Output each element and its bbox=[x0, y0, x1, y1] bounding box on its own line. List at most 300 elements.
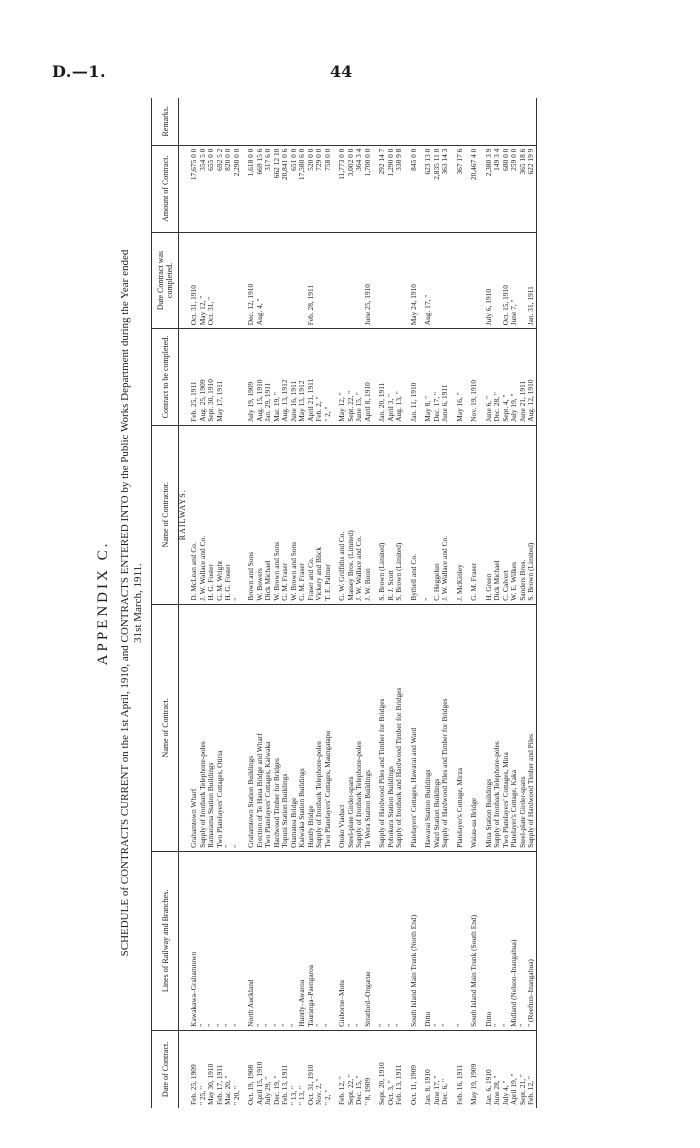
cell-completed bbox=[470, 232, 479, 329]
cell-contract: Huntly Bridge bbox=[307, 604, 316, 851]
cell-contract: Grahamtown Station Buildings bbox=[247, 604, 256, 851]
cell-to-complete: Feb. 2, " bbox=[315, 329, 324, 426]
cell-to-complete: Aug. 25, 1909 bbox=[199, 329, 208, 426]
series-reference: D.—1. bbox=[52, 62, 107, 81]
cell-to-complete: May 12, " bbox=[338, 329, 347, 426]
table-row bbox=[315, 98, 324, 1108]
cell-contract: Topuni Station Buildings bbox=[281, 604, 290, 851]
cell-contract: Pohokura Station Buildings bbox=[387, 604, 396, 851]
cell-to-complete: April 8, 1910 bbox=[364, 329, 373, 426]
table-row bbox=[395, 98, 404, 1108]
cell-to-complete: April 3, " bbox=[387, 329, 396, 426]
cell-date: Oct. 11, 1909 bbox=[408, 1065, 418, 1105]
cell-contract: Two Platelayers' Cottages, Kaiwaka bbox=[264, 604, 273, 851]
table-row bbox=[281, 98, 290, 1108]
cell-completed bbox=[395, 232, 404, 329]
cell-completed bbox=[387, 232, 396, 329]
cell-contract: Steel-plate Girder-spans bbox=[519, 604, 528, 851]
cell-date: Jan. 8, 1910 bbox=[423, 1069, 432, 1105]
cell-completed bbox=[378, 232, 387, 329]
cell-completed bbox=[456, 232, 465, 329]
cell-to-complete: Nov. 19, 1910 bbox=[470, 329, 479, 426]
cell-to-complete bbox=[233, 329, 242, 426]
cell-contractor: C. Calvert bbox=[502, 425, 511, 604]
cell-remarks bbox=[315, 98, 324, 145]
cell-date: Feb. 13, 1911 bbox=[280, 1064, 289, 1105]
cell-remarks bbox=[199, 98, 208, 145]
cell-remarks bbox=[470, 98, 479, 145]
cell-date: " 25, " bbox=[197, 1086, 207, 1105]
table-row bbox=[510, 98, 519, 1108]
appendix-title: APPENDIX C. bbox=[95, 540, 111, 666]
cell-line: " bbox=[290, 851, 299, 1030]
schedule-title bbox=[119, 98, 145, 1108]
cell-date: Dec. 15, " bbox=[354, 1075, 363, 1105]
cell-contractor: Sanders Bros. bbox=[519, 425, 528, 604]
table-row bbox=[216, 98, 225, 1108]
col-remarks: Remarks. bbox=[152, 98, 179, 145]
cell-to-complete: Aug. 15, 1910 bbox=[256, 329, 265, 426]
cell-to-complete: June 21, 1911 bbox=[519, 329, 528, 426]
cell-remarks bbox=[324, 98, 333, 145]
cell-completed bbox=[441, 232, 450, 329]
cell-to-complete: July 19, 1909 bbox=[247, 329, 256, 426]
cell-remarks bbox=[433, 98, 442, 145]
table-row bbox=[290, 98, 299, 1108]
cell-remarks bbox=[281, 98, 290, 145]
table-row bbox=[264, 98, 273, 1108]
cell-line: " bbox=[347, 851, 356, 1030]
cell-remarks bbox=[355, 98, 364, 145]
cell-to-complete: July 19, " bbox=[510, 329, 519, 426]
cell-completed bbox=[347, 232, 356, 329]
cell-contract: " bbox=[233, 604, 242, 851]
table-row bbox=[387, 98, 396, 1108]
cell-remarks bbox=[456, 98, 465, 145]
cell-completed: Jan. 31, 1911 bbox=[527, 232, 536, 329]
cell-to-complete: Dec. 17, " bbox=[433, 329, 442, 426]
table-row bbox=[224, 98, 233, 1108]
cell-completed: Oct. 15, 1910 bbox=[502, 232, 511, 329]
cell-to-complete: Aug. 13, 1912 bbox=[281, 329, 290, 426]
table-row bbox=[378, 98, 387, 1108]
cell-date: Sept. 20, 1910 bbox=[377, 1062, 386, 1105]
cell-remarks bbox=[224, 98, 233, 145]
col-date-of-contract: Date of Contract. bbox=[152, 1030, 179, 1108]
cell-contractor: W. E. Wilkes bbox=[510, 425, 519, 604]
cell-date: " 13, " bbox=[288, 1086, 298, 1105]
table-row bbox=[190, 98, 199, 1108]
cell-remarks bbox=[364, 98, 373, 145]
table-row bbox=[273, 98, 282, 1108]
cell-line: South Island Main Trunk (South End) bbox=[470, 851, 479, 1030]
cell-date: June 17, " bbox=[431, 1075, 441, 1105]
cell-amount: 259 0 0 bbox=[510, 145, 519, 232]
col-lines-of-railway: Lines of Railway and Branches. bbox=[152, 851, 179, 1030]
table-row bbox=[433, 98, 442, 1108]
cell-amount: 758 0 0 bbox=[324, 145, 333, 232]
cell-completed bbox=[233, 232, 242, 329]
cell-amount: 820 0 0 bbox=[224, 145, 233, 232]
cell-amount: 623 13 0 bbox=[424, 145, 433, 232]
cell-remarks bbox=[190, 98, 199, 145]
cell-completed: Oct. 31, 1910 bbox=[190, 232, 199, 329]
cell-contract: " bbox=[224, 604, 233, 851]
schedule-title-line-2: 31st March, 1911. bbox=[132, 563, 144, 643]
cell-to-complete: " 2, " bbox=[324, 329, 333, 426]
cell-line: South Island Main Trunk (North End) bbox=[410, 851, 419, 1030]
cell-contract: Two Platelayers' Cottages, Mina bbox=[502, 604, 511, 851]
cell-amount: 17,675 0 0 bbox=[190, 145, 199, 232]
cell-to-complete: Aug. 13, " bbox=[395, 329, 404, 426]
cell-remarks bbox=[387, 98, 396, 145]
cell-line: " bbox=[441, 851, 450, 1030]
cell-to-complete: Jan. 11, 1910 bbox=[410, 329, 419, 426]
cell-remarks bbox=[424, 98, 433, 145]
cell-to-complete: Mar. 19, " bbox=[273, 329, 282, 426]
cell-contractor: J. McKinley bbox=[456, 425, 465, 604]
cell-remarks bbox=[247, 98, 256, 145]
cell-amount: 20,467 4 0 bbox=[470, 145, 479, 232]
cell-contractor: Massey Bros. (Limited) bbox=[347, 425, 356, 604]
cell-contractor: G. W. Griffiths and Co. bbox=[338, 425, 347, 604]
cell-line: " bbox=[378, 851, 387, 1030]
cell-line: " bbox=[281, 851, 290, 1030]
cell-line: " bbox=[502, 851, 511, 1030]
cell-remarks bbox=[485, 98, 494, 145]
cell-contract: Two Platelayers' Cottages, Maungatapu bbox=[324, 604, 333, 851]
cell-remarks bbox=[290, 98, 299, 145]
cell-to-complete: May 16, " bbox=[456, 329, 465, 426]
cell-completed bbox=[338, 232, 347, 329]
cell-contractor: C. Heggelun bbox=[433, 425, 442, 604]
cell-to-complete: Dec. 28, " bbox=[493, 329, 502, 426]
table-row bbox=[307, 98, 316, 1108]
cell-contract: Ward Station Buildings bbox=[433, 604, 442, 851]
cell-amount: 1,618 0 0 bbox=[247, 145, 256, 232]
cell-amount: 845 0 0 bbox=[410, 145, 419, 232]
cell-amount: 2,290 0 0 bbox=[233, 145, 242, 232]
cell-contractor: S. Brown (Limited) bbox=[527, 425, 536, 604]
cell-contractor: Bythell and Co. bbox=[410, 425, 419, 604]
cell-remarks bbox=[510, 98, 519, 145]
cell-remarks bbox=[347, 98, 356, 145]
cell-to-complete: Sept. 4, " bbox=[502, 329, 511, 426]
cell-date: Mar. 20, " bbox=[223, 1075, 232, 1105]
cell-contractor: Vickery and Blick bbox=[315, 425, 324, 604]
cell-remarks bbox=[378, 98, 387, 145]
cell-line: " bbox=[216, 851, 225, 1030]
cell-line: " bbox=[395, 851, 404, 1030]
cell-amount: 692 5 2 bbox=[216, 145, 225, 232]
cell-amount: 622 19 9 bbox=[527, 145, 536, 232]
cell-contract: Otoko Viaduct bbox=[338, 604, 347, 851]
cell-contractor: S. Brown (Limited) bbox=[378, 425, 387, 604]
cell-date: May 19, 1909 bbox=[469, 1063, 478, 1105]
cell-to-complete: June 6, " bbox=[485, 329, 494, 426]
cell-to-complete: Feb. 25, 1911 bbox=[190, 329, 199, 426]
cell-remarks bbox=[338, 98, 347, 145]
table-header-row bbox=[152, 98, 179, 1108]
cell-remarks bbox=[410, 98, 419, 145]
cell-completed: Feb. 28, 1911 bbox=[307, 232, 316, 329]
cell-completed bbox=[433, 232, 442, 329]
cell-amount: 292 14 7 bbox=[378, 145, 387, 232]
cell-amount: 669 15 6 bbox=[256, 145, 265, 232]
table-row bbox=[298, 98, 307, 1108]
cell-date: May 30, 1910 bbox=[206, 1063, 215, 1105]
cell-remarks bbox=[502, 98, 511, 145]
cell-date: Sept. 21, " bbox=[517, 1074, 527, 1105]
cell-completed bbox=[273, 232, 282, 329]
cell-contractor: W. Brown and Sons bbox=[290, 425, 299, 604]
cell-contractor: Dick Michael bbox=[493, 425, 502, 604]
cell-contract: Mina Station Buildings bbox=[485, 604, 494, 851]
table-row bbox=[485, 98, 494, 1108]
cell-contractor: H. G. Foster bbox=[224, 425, 233, 604]
cell-contract: Supply of Ironbark Telephone-poles bbox=[493, 604, 502, 851]
cell-contract: Grahamtown Wharf bbox=[190, 604, 199, 851]
contracts-table bbox=[151, 98, 537, 1108]
cell-contractor: W. Bowers bbox=[256, 425, 265, 604]
cell-amount: 680 0 0 bbox=[502, 145, 511, 232]
cell-amount: 338 9 8 bbox=[395, 145, 404, 232]
table-row bbox=[364, 98, 373, 1108]
cell-remarks bbox=[493, 98, 502, 145]
cell-contractor: G. M. Wright bbox=[216, 425, 225, 604]
cell-remarks bbox=[264, 98, 273, 145]
cell-contractor: W. Brown and Sons bbox=[273, 425, 282, 604]
cell-amount: 520 0 0 bbox=[307, 145, 316, 232]
cell-to-complete: Jan. 20, 1911 bbox=[378, 329, 387, 426]
cell-contractor: T. E. Palmer bbox=[324, 425, 333, 604]
cell-completed bbox=[264, 232, 273, 329]
cell-to-complete: May 8, " bbox=[424, 329, 433, 426]
cell-line: " bbox=[224, 851, 233, 1030]
table-row bbox=[456, 98, 465, 1108]
cell-amount: 17,580 6 0 bbox=[298, 145, 307, 232]
cell-to-complete: Sept. 22, " bbox=[347, 329, 356, 426]
cell-contract: Supply of Ironbark Telephone-poles bbox=[199, 604, 208, 851]
cell-to-complete: May 17, 1911 bbox=[216, 329, 225, 426]
table-row bbox=[207, 98, 216, 1108]
cell-contract: Platelayer's Cottage, Kaka bbox=[510, 604, 519, 851]
cell-contractor: Fraser and Co. bbox=[307, 425, 316, 604]
cell-remarks bbox=[395, 98, 404, 145]
cell-amount: 729 0 0 bbox=[315, 145, 324, 232]
cell-date: Feb. 12, " bbox=[527, 1030, 536, 1108]
cell-date: Oct. 19, 1908 bbox=[246, 1064, 255, 1105]
cell-contract: Ramarama Station Buildings bbox=[207, 604, 216, 851]
cell-amount: 367 17 6 bbox=[456, 145, 465, 232]
cell-remarks bbox=[527, 98, 536, 145]
cell-contract: Hawarai Station Buildings bbox=[424, 604, 433, 851]
cell-date: July 4, " bbox=[500, 1080, 510, 1105]
cell-contractor: " bbox=[424, 425, 433, 604]
cell-line: Ditto bbox=[424, 851, 433, 1030]
cell-line: " bbox=[256, 851, 265, 1030]
cell-amount: 662 12 10 bbox=[273, 145, 282, 232]
cell-line: Stratford–Ongarue bbox=[364, 851, 373, 1030]
cell-remarks bbox=[233, 98, 242, 145]
cell-date: Jan. 6, 1910 bbox=[483, 1069, 493, 1105]
cell-contract: Erection of Te Hana Bridge and Wharf bbox=[256, 604, 265, 851]
cell-date: Sept. 22, " bbox=[345, 1074, 355, 1105]
cell-contract: Supply of Hardwood Piles and Timber for Bridges bbox=[378, 604, 387, 851]
cell-contract: Two Platelayers' Cottages, Otiria bbox=[216, 604, 225, 851]
cell-completed: July 6, 1910 bbox=[485, 232, 494, 329]
cell-contractor: Dick Michael bbox=[264, 425, 273, 604]
cell-to-complete: Jan. 29, 1911 bbox=[264, 329, 273, 426]
cell-remarks bbox=[519, 98, 528, 145]
cell-line: " bbox=[315, 851, 324, 1030]
cell-completed: Oct. 31, " bbox=[207, 232, 216, 329]
cell-contract: Platelayers' Cottages, Hawarai and Ward bbox=[410, 604, 419, 851]
cell-contract: Hardwood Timber for Bridges bbox=[273, 604, 282, 851]
table-row bbox=[347, 98, 356, 1108]
cell-remarks bbox=[256, 98, 265, 145]
cell-to-complete: April 21, 1911 bbox=[307, 329, 316, 426]
cell-contract: Supply of Ironbark Telephone-poles bbox=[355, 604, 364, 851]
cell-completed: May 12, " bbox=[199, 232, 208, 329]
cell-contractor: R. J. Scott bbox=[387, 425, 396, 604]
cell-amount: 317 6 0 bbox=[264, 145, 273, 232]
cell-date: Feb. 17, 1911 bbox=[214, 1064, 224, 1105]
cell-line: " bbox=[207, 851, 216, 1030]
table-row bbox=[324, 98, 333, 1108]
cell-line: " bbox=[355, 851, 364, 1030]
table-row bbox=[493, 98, 502, 1108]
table-row bbox=[470, 98, 479, 1108]
cell-amount: 655 0 0 bbox=[207, 145, 216, 232]
cell-remarks bbox=[216, 98, 225, 145]
cell-amount: 2,380 3 9 bbox=[485, 145, 494, 232]
cell-contractor: H. Green bbox=[485, 425, 494, 604]
cell-contract: Supply of Ironbark and Hardwood Timber for Bridges bbox=[395, 604, 404, 851]
cell-date: Nov. 2, " bbox=[314, 1078, 323, 1105]
cell-completed: June 25, 1910 bbox=[364, 232, 373, 329]
cell-remarks bbox=[298, 98, 307, 145]
cell-contractor: J. W. Wallace and Co. bbox=[355, 425, 364, 604]
cell-completed: June 7, " bbox=[510, 232, 519, 329]
cell-amount: 11,773 0 0 bbox=[338, 145, 347, 232]
cell-date: Dec. 19, " bbox=[271, 1075, 281, 1105]
cell-contractor: J. W. Wallace and Co. bbox=[199, 425, 208, 604]
cell-completed: Dec. 12, 1910 bbox=[247, 232, 256, 329]
cell-date: June 28, " bbox=[492, 1075, 501, 1105]
cell-contractor: S. Brown (Limited) bbox=[395, 425, 404, 604]
table-row bbox=[424, 98, 433, 1108]
cell-date: Oct. 31, 1910 bbox=[305, 1064, 315, 1105]
cell-completed bbox=[216, 232, 225, 329]
cell-amount: 364 3 4 bbox=[355, 145, 364, 232]
cell-to-complete: Sept. 30, 1910 bbox=[207, 329, 216, 426]
cell-line: Tauranga–Paengaroa bbox=[307, 851, 316, 1030]
cell-contractor: G. M. Fraser bbox=[470, 425, 479, 604]
cell-contract: Otamatea Bridge bbox=[290, 604, 299, 851]
cell-line: " bbox=[456, 851, 465, 1030]
cell-date: Feb. 16, 1911 bbox=[454, 1064, 464, 1105]
cell-to-complete: June 6, 1911 bbox=[441, 329, 450, 426]
table-row bbox=[233, 98, 242, 1108]
cell-date: Oct. 3, " bbox=[385, 1080, 395, 1105]
cell-line: Kawakawa–Grahamtown bbox=[190, 851, 199, 1030]
cell-line: " bbox=[199, 851, 208, 1030]
cell-amount: 651 0 0 bbox=[290, 145, 299, 232]
cell-contract: Supply of Hardwood Timber and Piles bbox=[527, 604, 536, 851]
cell-date: " 8, 1909 bbox=[362, 1077, 372, 1105]
cell-contract: Kaiwaka Station Buildings bbox=[298, 604, 307, 851]
col-date-completed: Date Contract was completed. bbox=[152, 232, 179, 329]
cell-amount: 1,700 0 0 bbox=[364, 145, 373, 232]
cell-amount: 3,002 0 0 bbox=[347, 145, 356, 232]
cell-completed bbox=[324, 232, 333, 329]
cell-remarks bbox=[441, 98, 450, 145]
col-name-of-contract: Name of Contract. bbox=[152, 604, 179, 851]
cell-contractor: G. M. Fraser bbox=[281, 425, 290, 604]
cell-completed bbox=[315, 232, 324, 329]
cell-date: July 29, " bbox=[263, 1076, 272, 1105]
cell-remarks bbox=[307, 98, 316, 145]
cell-contract: Supply of Ironbark Telephone-poles bbox=[315, 604, 324, 851]
cell-to-complete: June 15, " bbox=[355, 329, 364, 426]
table-row bbox=[256, 98, 265, 1108]
cell-contractor: J. W. Wallace and Co. bbox=[441, 425, 450, 604]
cell-amount: 365 18 6 bbox=[519, 145, 528, 232]
cell-contractor: H. G. Foster bbox=[207, 425, 216, 604]
cell-completed bbox=[281, 232, 290, 329]
cell-amount: 20,841 0 6 bbox=[281, 145, 290, 232]
cell-to-complete: Aug. 12, 1910 bbox=[527, 329, 536, 426]
cell-contractor: D. McLean and Co. bbox=[190, 425, 199, 604]
cell-line: " (Reefton–Inangahua) bbox=[527, 851, 536, 1030]
cell-line: " bbox=[324, 851, 333, 1030]
cell-line: Midland (Nelson–Inangahua) bbox=[510, 851, 519, 1030]
cell-completed: May 24, 1910 bbox=[410, 232, 419, 329]
table-row bbox=[355, 98, 364, 1108]
col-amount: Amount of Contract. bbox=[152, 145, 179, 232]
cell-line: " bbox=[387, 851, 396, 1030]
cell-contractor: J. W. Boon bbox=[364, 425, 373, 604]
table-row bbox=[441, 98, 450, 1108]
table-row bbox=[527, 98, 536, 1108]
cell-line: " bbox=[264, 851, 273, 1030]
cell-amount: 354 5 0 bbox=[199, 145, 208, 232]
cell-to-complete: June 16, 1911 bbox=[290, 329, 299, 426]
cell-completed: Aug. 4, " bbox=[256, 232, 265, 329]
cell-date: Feb. 25, 1909 bbox=[189, 1064, 198, 1105]
col-name-of-contractor: Name of Contractor. bbox=[152, 425, 179, 604]
table-row bbox=[199, 98, 208, 1108]
cell-to-complete bbox=[224, 329, 233, 426]
cell-date: " 13, " bbox=[297, 1086, 306, 1105]
cell-remarks bbox=[207, 98, 216, 145]
cell-line: " bbox=[433, 851, 442, 1030]
cell-date: April 15, 1910 bbox=[254, 1061, 264, 1105]
schedule-title-line-1: SCHEDULE of CONTRACTS CURRENT on the 1st April, 1910, and CONTRACTS ENTERED INTO by the Public Works Department during the Year ended bbox=[119, 249, 131, 957]
cell-date: April 19, " bbox=[509, 1073, 518, 1105]
cell-line: Ditto bbox=[485, 851, 494, 1030]
cell-date: " 20, " bbox=[231, 1086, 241, 1105]
cell-contract: Platelayer's Cottage, Mirza bbox=[456, 604, 465, 851]
cell-amount: 149 3 4 bbox=[493, 145, 502, 232]
rotated-schedule bbox=[95, 98, 655, 1108]
cell-to-complete: May 13, 1912 bbox=[298, 329, 307, 426]
table-row bbox=[247, 98, 256, 1108]
cell-contract: Steel-plate Girder-spans bbox=[347, 604, 356, 851]
cell-completed bbox=[290, 232, 299, 329]
cell-line: Gisborne–Motu bbox=[338, 851, 347, 1030]
